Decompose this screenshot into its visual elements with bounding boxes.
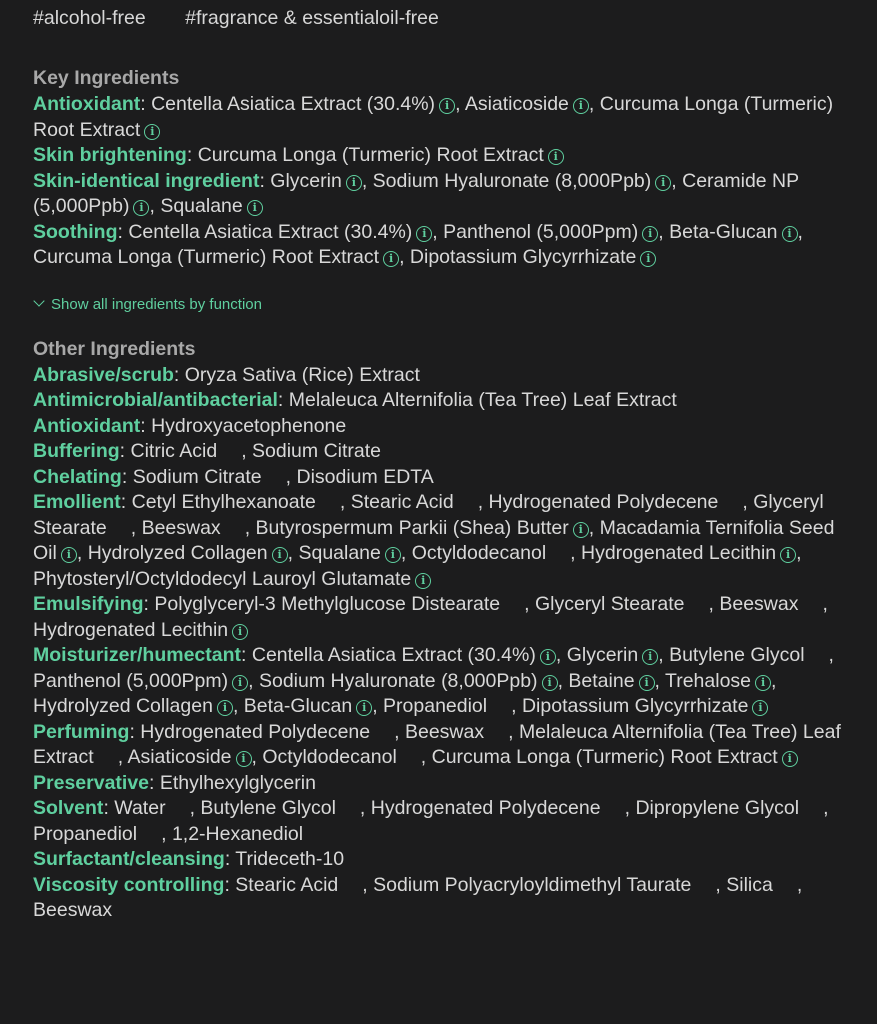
info-circle-icon[interactable]: i xyxy=(782,226,798,242)
other-ingredients-list xyxy=(33,363,844,924)
info-circle-icon[interactable]: i xyxy=(640,251,656,267)
ingredient-link[interactable]: Squalane xyxy=(160,195,243,217)
ingredient-link[interactable]: Sodium Citrate xyxy=(252,440,381,462)
ingredient-link[interactable]: Centella Asiatica Extract (30.4%) xyxy=(128,220,413,243)
function-row: Perfuming: Hydrogenated Polydecene , Beeswax , Melaleuca Alternifolia (Tea Tree) Leaf Extract , Asiaticoside i , Octyldodecanol , Curcuma Longa (Turmeric) Root Extract i xyxy=(33,720,841,768)
function-name[interactable]: Abrasive/scrub xyxy=(33,363,174,386)
function-name[interactable]: Antioxidant xyxy=(33,93,141,115)
function-name[interactable]: Emollient xyxy=(33,491,121,513)
function-row: Antimicrobial/antibacterial: Melaleuca Alternifolia (Tea Tree) Leaf Extract xyxy=(33,389,677,411)
function-name[interactable]: Soothing xyxy=(33,220,118,243)
info-circle-icon[interactable]: i xyxy=(782,751,798,767)
ingredient-link[interactable]: Hydrolyzed Collagen xyxy=(33,695,213,717)
ingredient-link[interactable]: Hydroxyacetophenone xyxy=(151,414,347,437)
info-circle-icon[interactable]: i xyxy=(356,700,372,716)
ingredient-link[interactable]: Curcuma Longa (Turmeric) Root Extract xyxy=(33,246,380,268)
ingredient-link[interactable]: Hydrogenated Polydecene xyxy=(140,720,371,743)
info-circle-icon[interactable]: i xyxy=(236,751,252,767)
ingredient-link[interactable]: Hydrogenated Lecithin xyxy=(33,618,229,641)
ingredient-link[interactable]: Melaleuca Alternifolia (Tea Tree) Leaf Extract xyxy=(33,720,841,768)
ingredient-link[interactable]: Glyceryl Stearate xyxy=(33,491,824,539)
ingredient-link[interactable]: 1,2-Hexanediol xyxy=(171,822,304,845)
function-name[interactable]: Antioxidant xyxy=(33,414,141,437)
info-circle-icon[interactable]: i xyxy=(540,649,556,665)
info-circle-icon[interactable]: i xyxy=(144,124,160,140)
function-row: Chelating: Sodium Citrate , Disodium EDTA xyxy=(33,465,434,488)
ingredient-link[interactable]: Beeswax xyxy=(141,516,221,539)
ingredient-link[interactable]: Octyldodecanol xyxy=(262,746,397,768)
ingredient-link[interactable]: Betaine xyxy=(568,669,635,692)
function-name[interactable]: Emulsifying xyxy=(33,593,144,615)
info-circle-icon[interactable]: i xyxy=(416,226,432,242)
info-circle-icon[interactable]: i xyxy=(232,624,248,640)
ingredient-link[interactable]: Trehalose xyxy=(665,669,752,692)
ingredient-link[interactable]: Butylene Glycol xyxy=(669,644,805,666)
ingredient-link[interactable]: Glycerin xyxy=(270,169,342,192)
ingredient-link[interactable]: Panthenol (5,000Ppm) xyxy=(33,669,229,692)
function-name[interactable]: Skin brightening xyxy=(33,144,187,166)
ingredient-link[interactable]: Melaleuca Alternifolia (Tea Tree) Leaf Extract xyxy=(288,389,677,411)
info-circle-icon[interactable]: i xyxy=(133,200,149,216)
info-circle-icon[interactable]: i xyxy=(232,675,248,691)
ingredient-link[interactable]: Citric Acid xyxy=(130,440,218,462)
function-row: Antioxidant: Hydroxyacetophenone xyxy=(33,414,347,437)
ingredient-link[interactable]: Glycerin xyxy=(566,644,639,666)
info-circle-icon[interactable]: i xyxy=(217,700,233,716)
info-circle-icon[interactable]: i xyxy=(573,522,589,538)
ingredient-link[interactable]: Dipropylene Glycol xyxy=(635,797,800,819)
ingredient-link[interactable]: Stearic Acid xyxy=(235,873,339,896)
ingredient-link[interactable]: Beta-Glucan xyxy=(669,220,778,243)
ingredient-link[interactable]: Beta-Glucan xyxy=(243,695,353,717)
ingredient-link[interactable]: Hydrolyzed Collagen xyxy=(87,542,268,564)
ingredient-link[interactable]: Cetyl Ethylhexanoate xyxy=(131,491,316,513)
function-name[interactable]: Viscosity controlling xyxy=(33,873,225,896)
info-circle-icon[interactable]: i xyxy=(272,547,288,563)
other-ingredients-title: Other Ingredients xyxy=(33,337,196,360)
ingredient-link[interactable]: Sodium Hyaluronate (8,000Ppb) xyxy=(372,169,652,192)
ingredient-link[interactable]: Asiaticoside xyxy=(127,746,232,768)
function-row: Viscosity controlling: Stearic Acid , Sodium Polyacryloyldimethyl Taurate , Silica , Beeswax xyxy=(33,873,803,921)
show-all-label: Show all ingredients by function xyxy=(51,295,262,313)
ingredient-link[interactable]: Macadamia Ternifolia Seed Oil xyxy=(33,516,835,564)
function-row: Emollient: Cetyl Ethylhexanoate , Stearic Acid , Hydrogenated Polydecene , Glyceryl Stearate , Beeswax , Butyrospermum Parkii (Shea) Butter i , Macadamia Ternifolia Seed Oil i , Hydrolyzed Collagen i , Squalane i , Octyldodecanol , Hydrogenated Lecithin i , Phytosteryl/Octyldodecyl Lauroyl Glutamate i xyxy=(33,491,835,590)
info-circle-icon[interactable]: i xyxy=(752,700,768,716)
key-ingredients-title: Key Ingredients xyxy=(33,67,180,89)
function-row: Emulsifying: Polyglyceryl-3 Methylglucose Distearate , Glyceryl Stearate , Beeswax , Hydrogenated Lecithin i xyxy=(33,593,828,641)
ingredient-link[interactable]: Disodium EDTA xyxy=(296,465,434,488)
function-name[interactable]: Surfactant/cleansing xyxy=(33,848,225,870)
key-ingredients-list xyxy=(33,92,844,271)
ingredient-link[interactable]: Hydrogenated Polydecene xyxy=(488,491,719,513)
function-row: Surfactant/cleansing: Trideceth-10 xyxy=(33,848,345,870)
info-circle-icon[interactable]: i xyxy=(415,573,431,589)
chevron-down-icon xyxy=(33,295,44,306)
function-name[interactable]: Preservative xyxy=(33,771,150,794)
info-circle-icon[interactable]: i xyxy=(61,547,77,563)
ingredient-link[interactable]: Centella Asiatica Extract (30.4%) xyxy=(151,93,436,115)
info-circle-icon[interactable]: i xyxy=(642,226,658,242)
ingredient-link[interactable]: Glyceryl Stearate xyxy=(534,593,685,615)
ingredient-link[interactable]: Phytosteryl/Octyldodecyl Lauroyl Glutamate xyxy=(33,567,412,590)
ingredient-link[interactable]: Water xyxy=(114,797,166,819)
ingredient-link[interactable]: Silica xyxy=(726,873,773,896)
ingredient-link[interactable]: Sodium Polyacryloyldimethyl Taurate xyxy=(373,873,692,896)
ingredient-link[interactable]: Curcuma Longa (Turmeric) Root Extract xyxy=(197,144,544,166)
ingredient-link[interactable]: Hydrogenated Lecithin xyxy=(581,542,777,564)
show-all-ingredients-link[interactable] xyxy=(33,295,262,315)
info-circle-icon[interactable]: i xyxy=(755,675,771,691)
function-name[interactable]: Buffering xyxy=(33,440,120,462)
ingredient-link[interactable]: Butyrospermum Parkii (Shea) Butter xyxy=(255,516,569,539)
function-row: Moisturizer/humectant: Centella Asiatica Extract (30.4%) i , Glycerin i , Butylene Glycol , Panthenol (5,000Ppm) i , Sodium Hyaluronate (8,000Ppb) i , Betaine i , Trehalose i , Hydrolyzed Collagen i , Beta-Glucan i , Propanediol , Dipotassium Glycyrrhizate i xyxy=(33,644,834,717)
tag-list xyxy=(33,6,844,30)
ingredient-link[interactable]: Propanediol xyxy=(33,822,138,845)
function-row: Soothing: Centella Asiatica Extract (30.4%) i , Panthenol (5,000Ppm) i , Beta-Glucan i , Curcuma Longa (Turmeric) Root Extract i , Dipotassium Glycyrrhizate i xyxy=(33,220,803,268)
ingredient-link[interactable]: Octyldodecanol xyxy=(411,542,547,564)
ingredient-link[interactable]: Dipotassium Glycyrrhizate xyxy=(521,695,749,717)
tag-fragrance-free[interactable]: #fragrance & essentialoil-free xyxy=(185,7,439,29)
function-row: Antioxidant: Centella Asiatica Extract (30.4%) i , Asiaticoside i , Curcuma Longa (Turmeric) Root Extract i xyxy=(33,93,834,141)
info-circle-icon[interactable]: i xyxy=(573,98,589,114)
function-name[interactable]: Antimicrobial/antibacterial xyxy=(33,389,278,411)
function-name[interactable]: Perfuming xyxy=(33,720,130,743)
ingredient-link[interactable]: Butylene Glycol xyxy=(200,797,336,819)
ingredient-link[interactable]: Stearic Acid xyxy=(350,491,454,513)
tag-alcohol-free[interactable]: #alcohol-free xyxy=(33,7,146,29)
ingredient-link[interactable]: Panthenol (5,000Ppm) xyxy=(443,220,639,243)
ingredient-link[interactable]: Sodium Citrate xyxy=(132,465,262,488)
ingredient-link[interactable]: Polyglyceryl-3 Methylglucose Distearate xyxy=(154,593,501,615)
info-circle-icon[interactable]: i xyxy=(346,175,362,191)
ingredient-link[interactable]: Beeswax xyxy=(33,899,113,921)
info-circle-icon[interactable]: i xyxy=(247,200,263,216)
ingredient-link[interactable]: Curcuma Longa (Turmeric) Root Extract xyxy=(33,93,834,141)
ingredient-link[interactable]: Propanediol xyxy=(383,695,488,717)
function-row: Solvent: Water , Butylene Glycol , Hydrogenated Polydecene , Dipropylene Glycol , Propanediol , 1,2-Hexanediol xyxy=(33,797,829,845)
info-circle-icon[interactable]: i xyxy=(655,175,671,191)
function-row: Skin-identical ingredient: Glycerin i , Sodium Hyaluronate (8,000Ppb) i , Ceramide NP (5,000Ppb) i , Squalane i xyxy=(33,169,799,217)
ingredient-link[interactable]: Sodium Hyaluronate (8,000Ppb) xyxy=(258,669,538,692)
info-circle-icon[interactable]: i xyxy=(780,547,796,563)
info-circle-icon[interactable]: i xyxy=(439,98,455,114)
ingredient-link[interactable]: Curcuma Longa (Turmeric) Root Extract xyxy=(431,746,778,768)
function-name[interactable]: Skin-identical ingredient xyxy=(33,169,260,192)
function-name[interactable]: Moisturizer/humectant xyxy=(33,644,242,666)
function-row: Abrasive/scrub: Oryza Sativa (Rice) Extract xyxy=(33,363,420,386)
info-circle-icon[interactable]: i xyxy=(548,149,564,165)
ingredient-link[interactable]: Hydrogenated Polydecene xyxy=(370,797,601,819)
ingredient-link[interactable]: Ethylhexylglycerin xyxy=(159,771,316,794)
info-circle-icon[interactable]: i xyxy=(542,675,558,691)
function-name[interactable]: Chelating xyxy=(33,465,122,488)
function-row: Preservative: Ethylhexylglycerin xyxy=(33,771,316,794)
function-row: Buffering: Citric Acid , Sodium Citrate xyxy=(33,440,381,462)
ingredient-link[interactable]: Oryza Sativa (Rice) Extract xyxy=(184,363,420,386)
ingredient-link[interactable]: Squalane xyxy=(298,542,381,564)
info-circle-icon[interactable]: i xyxy=(385,547,401,563)
ingredient-link[interactable]: Centella Asiatica Extract (30.4%) xyxy=(251,644,536,666)
ingredient-link[interactable]: Beeswax xyxy=(719,593,799,615)
info-circle-icon[interactable]: i xyxy=(383,251,399,267)
function-row: Skin brightening: Curcuma Longa (Turmeric) Root Extract i xyxy=(33,143,844,169)
ingredient-link[interactable]: Ceramide NP (5,000Ppb) xyxy=(33,169,799,217)
function-name[interactable]: Solvent xyxy=(33,797,104,819)
ingredient-link[interactable]: Beeswax xyxy=(404,720,485,743)
ingredient-link[interactable]: Trideceth-10 xyxy=(235,848,345,870)
info-circle-icon[interactable]: i xyxy=(639,675,655,691)
info-circle-icon[interactable]: i xyxy=(642,649,658,665)
ingredient-link[interactable]: Dipotassium Glycyrrhizate xyxy=(409,246,637,268)
ingredient-link[interactable]: Asiaticoside xyxy=(464,93,569,115)
